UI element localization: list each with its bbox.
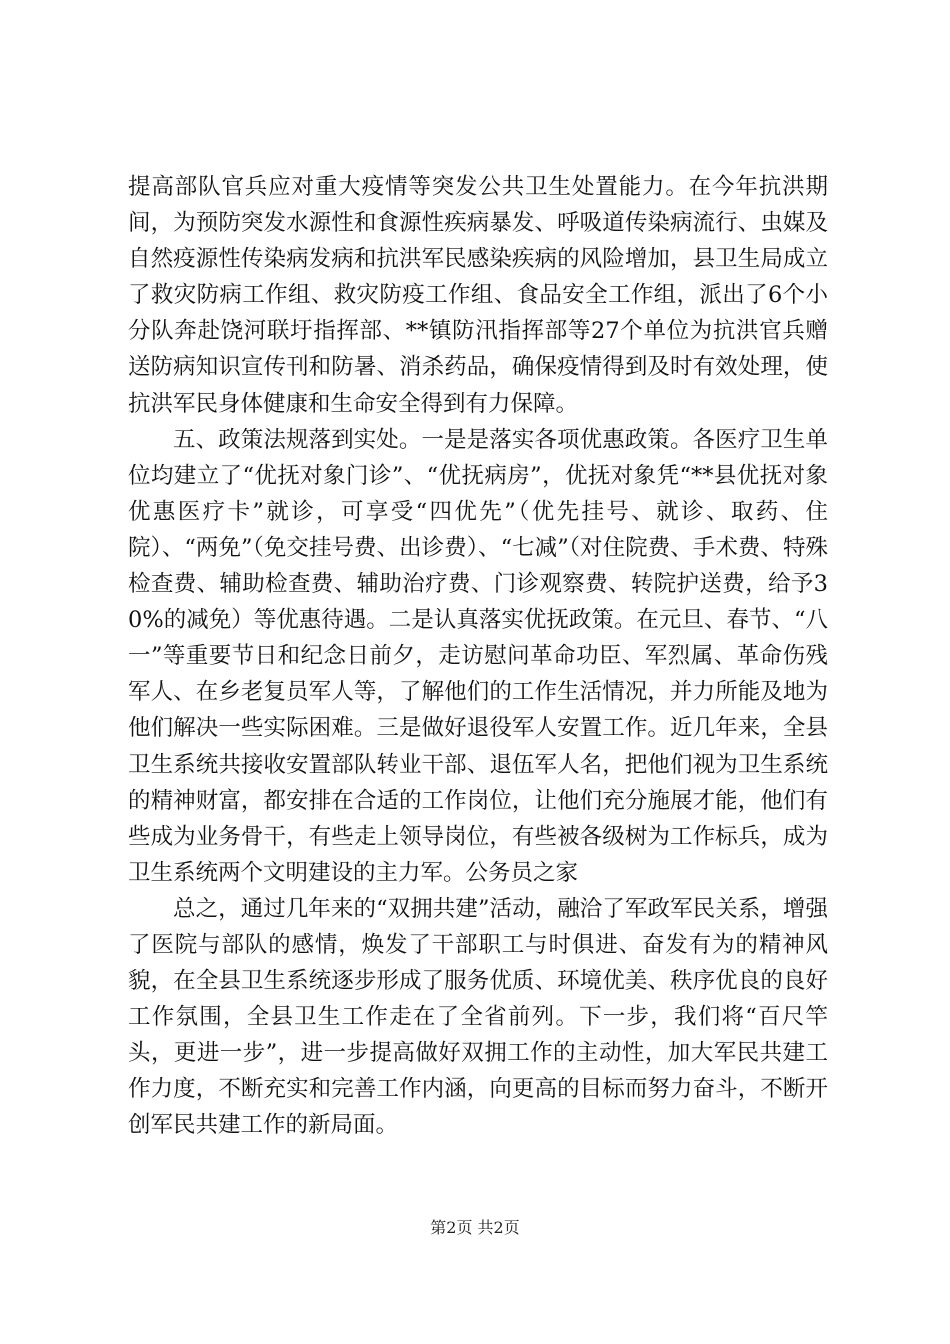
document-body xyxy=(128,169,828,1144)
page-number-footer: 第2页 共2页 xyxy=(430,1218,520,1237)
paragraph-summary: 总之，通过几年来的“双拥共建”活动，融洽了军政军民关系，增强了医院与部队的感情，焕发了干部职工与时俱进、奋发有为的精神风貌，在全县卫生系统逐步形成了服务优质、环境优美、秩序优良的良好工作氛围，全县卫生工作走在了全省前列。下一步，我们将“百尺竿头，更进一步”，进一步提高做好双拥工作的主动性，加大军民共建工作力度，不断充实和完善工作内涵，向更高的目标而努力奋斗，不断开创军民共建工作的新局面。 xyxy=(128,895,828,1139)
paragraph-continuation: 提高部队官兵应对重大疫情等突发公共卫生处置能力。在今年抗洪期间，为预防突发水源性和食源性疾病暴发、呼吸道传染病流行、虫媒及自然疫源性传染病发病和抗洪军民感染疾病的风险增加，县卫生局成立了救灾防病工作组、救灾防疫工作组、食品安全工作组，派出了6个小分队奔赴饶河联圩指挥部、**镇防汛指挥部等27个单位为抗洪官兵赠送防病知识宣传刊和防暑、消杀药品，确保疫情得到及时有效处理，使抗洪军民身体健康和生命安全得到有力保障。 xyxy=(128,174,828,417)
paragraph-policy: 五、政策法规落到实处。一是是落实各项优惠政策。各医疗卫生单位均建立了“优抚对象门诊”、“优抚病房”，优抚对象凭“**县优抚对象优惠医疗卡”就诊，可享受“四优先”（优先挂号、就诊、取药、住院）、“两免”（免交挂号费、出诊费）、“七减”（对住院费、手术费、特殊检查费、辅助检查费、辅助治疗费、门诊观察费、转院护送费，给予30%的减免）等优惠待遇。二是认真落实优抚政策。在元旦、春节、“八一”等重要节日和纪念日前夕，走访慰问革命功臣、军烈属、革命伤残军人、在乡老复员军人等，了解他们的工作生活情况，并力所能及地为他们解决一些实际困难。三是做好退役军人安置工作。近几年来，全县卫生系统共接收安置部队转业干部、退伍军人名，把他们视为卫生系统的精神财富，都安排在合适的工作岗位，让他们充分施展才能，他们有些成为业务骨干，有些走上领导岗位，有些被各级树为工作标兵，成为卫生系统两个文明建设的主力军。公务员之家 xyxy=(128,426,828,886)
